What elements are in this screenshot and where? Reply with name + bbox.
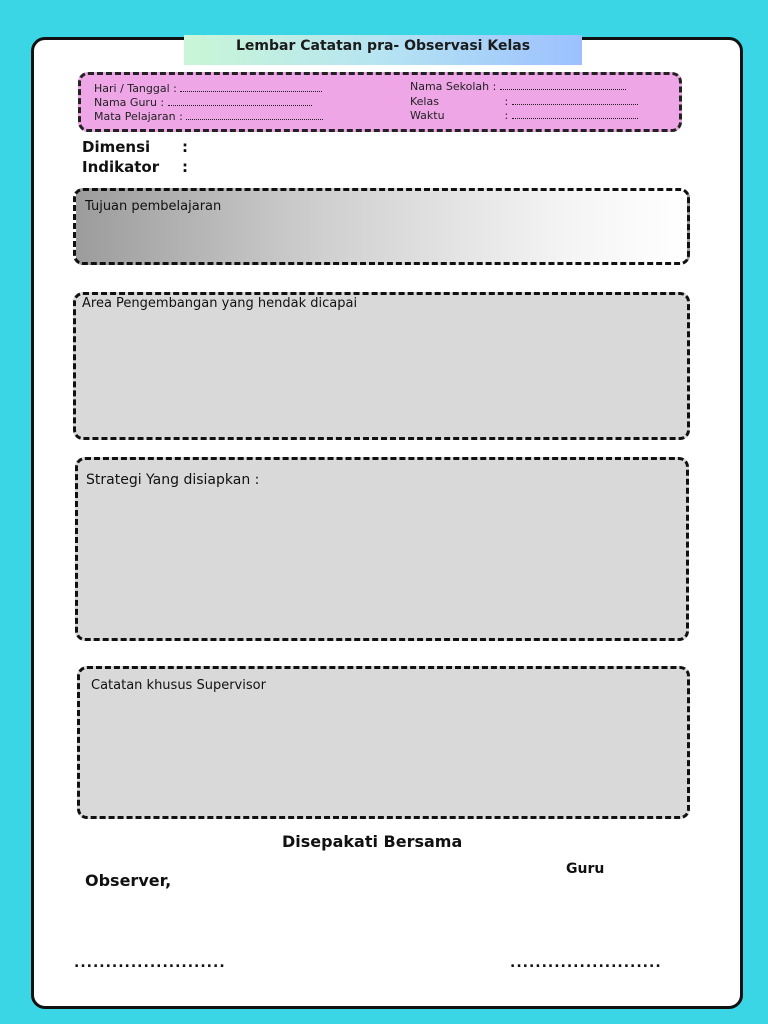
info-label-class: Kelas [410, 95, 439, 108]
info-label-date: Hari / Tanggal : [94, 82, 177, 95]
time-colon: : [504, 109, 509, 122]
dimensi-label: Dimensi [82, 138, 151, 156]
indikator-row [82, 158, 188, 176]
info-row-teacher [94, 96, 312, 109]
strategi-box[interactable] [75, 457, 689, 641]
dimensi-colon: : [182, 138, 188, 156]
observer-label: Observer, [85, 871, 172, 890]
guru-label: Guru [566, 861, 605, 877]
info-label-time: Waktu [410, 109, 445, 122]
tujuan-label: Tujuan pembelajaran [85, 199, 222, 214]
info-label-school: Nama Sekolah : [410, 80, 497, 93]
catatan-box[interactable] [77, 666, 690, 819]
class-field[interactable] [512, 95, 638, 105]
tujuan-box[interactable] [73, 188, 690, 265]
info-box [78, 72, 682, 132]
info-row-class [410, 95, 638, 108]
area-box[interactable] [73, 292, 690, 440]
class-colon: : [504, 95, 509, 108]
info-row-subject [94, 110, 323, 123]
form-title: Lembar Catatan pra- Observasi Kelas [184, 35, 582, 65]
teacher-field[interactable] [168, 96, 312, 106]
school-field[interactable] [500, 80, 626, 90]
guru-signature-line: ........................ [510, 955, 662, 971]
info-row-date [94, 82, 322, 95]
strategi-label: Strategi Yang disiapkan : [86, 472, 260, 488]
info-row-school [410, 80, 626, 93]
time-field[interactable] [512, 109, 638, 119]
agreed-heading: Disepakati Bersama [282, 832, 463, 851]
info-row-time [410, 109, 638, 122]
observer-signature-line: ........................ [74, 955, 226, 971]
subject-field[interactable] [186, 110, 323, 120]
info-label-teacher: Nama Guru : [94, 96, 165, 109]
indikator-colon: : [182, 158, 188, 176]
info-label-subject: Mata Pelajaran : [94, 110, 183, 123]
area-label: Area Pengembangan yang hendak dicapai [82, 296, 358, 311]
date-field[interactable] [180, 82, 322, 92]
dimensi-row [82, 138, 188, 156]
catatan-label: Catatan khusus Supervisor [91, 678, 266, 693]
indikator-label: Indikator [82, 158, 160, 176]
